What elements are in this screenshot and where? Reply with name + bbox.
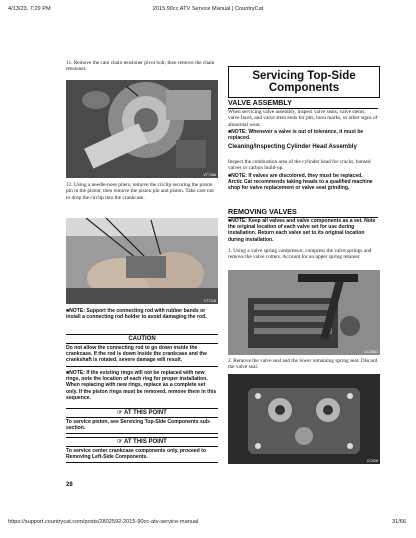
engine-crankcase-image (66, 80, 218, 178)
divider (66, 433, 218, 434)
cleaning-heading: Cleaning/Inspecting Cylinder Head Assembly (228, 144, 357, 150)
note-piston-rings: ■NOTE: If the existing rings will not be replaced with new rings, note the location of each ring for proper installation. When replacing with new rings, replace as a complete set only. If the piston rings must be removed, remove them in this sequence. (66, 370, 217, 401)
at-this-point-text-1: To service piston, see Servicing Top-Side Components sub-section. (66, 419, 211, 432)
valve-spring-compressor-image (228, 270, 380, 355)
step-2-text: 2. Remove the valve seal and the lower remaining spring seat. Discard the valve seal. (228, 358, 378, 371)
step-1-text: 1. Using a valve spring compressor, compress the valve springs and remove the valve cotters. Account for an upper spring retainer. (228, 248, 372, 261)
hands-removing-piston-image (66, 218, 218, 304)
print-datetime: 4/13/23, 7:29 PM (8, 6, 51, 12)
caution-text: Do not allow the connecting rod to go down inside the crankcase. If the rod is down inside the crankcase and the crankshaft is rotated, severe damage will result. (66, 345, 207, 364)
note-keep-valve-sets: ■NOTE: Keep all valves and valve components as a set. Note the original location of each valve set for use during installation. Return each valve set to its original location during installation. (228, 218, 376, 243)
at-this-point-heading-2: ☞ AT THIS POINT (66, 437, 218, 447)
photo-valve-spring-compressor (228, 270, 380, 355)
photo-caption: CC928 (366, 459, 378, 463)
cleaning-text: Inspect the combustion area of the cylinder head for cracks, burned valves or carbon build-up. (228, 159, 371, 172)
photo-caption: VT7166 (203, 173, 216, 177)
divider (66, 366, 218, 367)
at-this-point-heading-1: ☞ AT THIS POINT (66, 408, 218, 418)
cylinder-head-image (228, 374, 380, 464)
step-12-text: 12. Using a needle-nose pliers, remove the circlip securing the piston pin in the piston; then remove the piston pin and piston. Take care not to drop the circlip into the crankcase. (66, 182, 214, 201)
photo-cylinder-head (228, 374, 380, 464)
photo-caption: VT7118 (203, 299, 216, 303)
at-this-point-text-2: To service center crankcase components only, proceed to Removing Left-Side Components. (66, 448, 206, 461)
removing-valves-heading: REMOVING VALVES (228, 207, 378, 218)
print-page-title: 2015 90cc ATV Service Manual | CountryCat (152, 6, 264, 12)
print-url[interactable]: https://support.countrycat.com/posts/2802592-2015-90cc-atv-service-manual (8, 519, 199, 525)
manual-page (60, 58, 382, 500)
photo-caption: CC281D (364, 350, 378, 354)
valve-assembly-text: When servicing valve assembly, inspect valve seats, valve stems, valve faces, and valve stem ends for pits, burn marks, or other signs of abnormal wear. (228, 109, 378, 128)
note-connecting-rod: ■NOTE: Support the connecting rod with rubber bands or install a connecting rod holder to avoid damaging the rod. (66, 308, 207, 321)
divider (66, 462, 218, 463)
photo-cam-chain-tensioner (66, 80, 218, 178)
step-11-text: 11. Remove the cam chain tensioner pivot bolt; then remove the chain tensioner. (66, 60, 215, 73)
note-discolored: ■NOTE: If valves are discolored, they must be replaced. Arctic Cat recommends taking heads to a qualified machine shop for valve replacement or valve seat grinding. (228, 173, 373, 192)
note-tolerance: ■NOTE: Whenever a valve is out of tolerance, it must be replaced. (228, 129, 364, 142)
print-page-count: 31/66 (392, 519, 406, 525)
section-title: Servicing Top-Side Components (228, 66, 380, 98)
photo-piston-removal (66, 218, 218, 304)
page-number: 28 (66, 482, 73, 488)
caution-heading: CAUTION (66, 334, 218, 344)
valve-assembly-heading: VALVE ASSEMBLY (228, 98, 378, 109)
